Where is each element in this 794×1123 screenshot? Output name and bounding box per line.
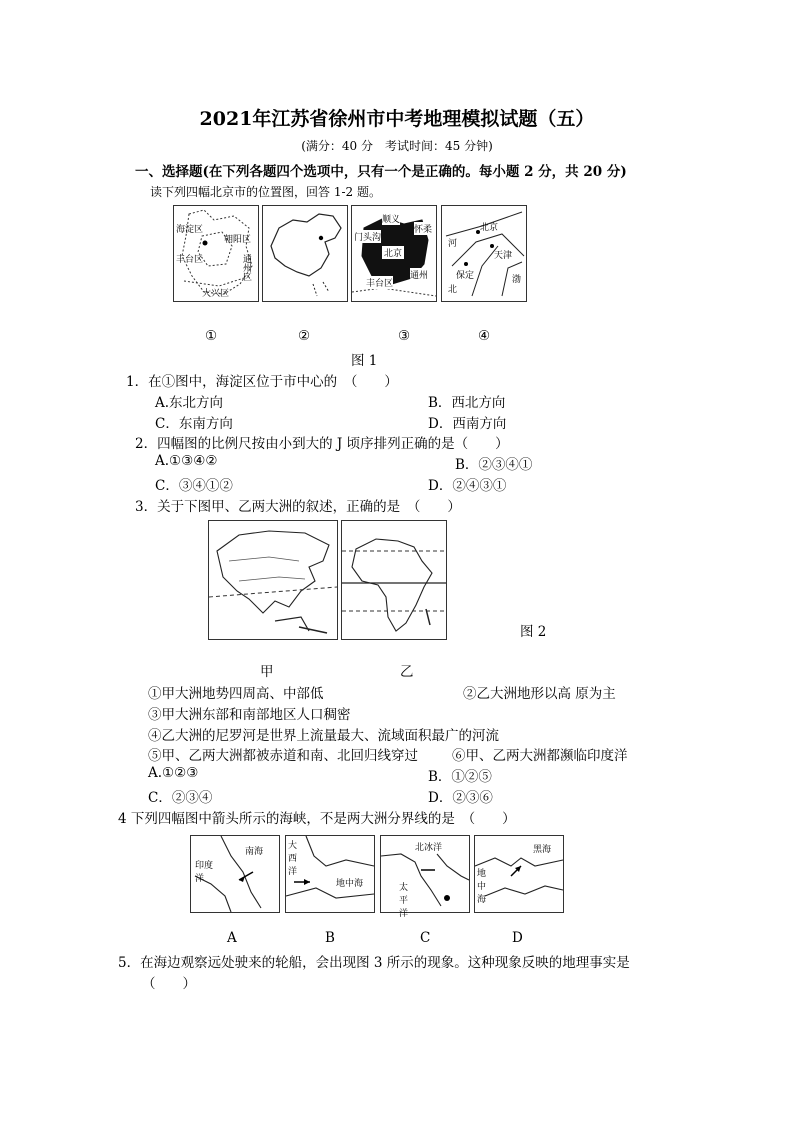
option-label[interactable]: A (227, 930, 237, 946)
option-c[interactable]: C．东南方向 (155, 416, 233, 432)
page-title: 2021年江苏省徐州市中考地理模拟试题（五） (199, 108, 595, 130)
option-c[interactable]: C．②③④ (148, 790, 213, 806)
map3-label: 通州 (410, 268, 428, 281)
beijing-district-map (173, 205, 259, 302)
africa-map-drawing (342, 521, 446, 639)
map3-label: 北京 (382, 246, 404, 259)
map3-label: 门头沟 (354, 230, 381, 243)
strait-map-b (285, 835, 375, 913)
asia-map-drawing (209, 521, 337, 639)
option-d[interactable]: D．②④③① (428, 478, 507, 494)
question-stem: 4 下列四幅图中箭头所示的海峡，不是两大洲分界线的是 （ ） (118, 811, 516, 827)
asia-map (208, 520, 338, 640)
statement: ②乙大洲地形以高 原为主 (463, 686, 616, 702)
map-b-label: 大西洋 (288, 841, 298, 877)
china-map-drawing (263, 206, 347, 301)
map-number: ④ (478, 328, 491, 344)
option-b[interactable]: B．②③④① (455, 457, 533, 473)
map-number: ② (298, 328, 311, 344)
map4-label: 天津 (494, 251, 513, 261)
statement: ③甲大洲东部和南部地区人口稠密 (148, 707, 351, 723)
map-c-label: 北冰洋 (415, 843, 443, 853)
map-label-jia: 甲 (260, 664, 274, 680)
option-a[interactable]: A.①③④② (155, 453, 218, 469)
question-stem: 1．在①图中，海淀区位于市中心的 （ ） (126, 374, 398, 390)
map1-label: 丰台区 (176, 255, 204, 265)
option-label[interactable]: C (420, 930, 431, 946)
question-stem: 3．关于下图甲、乙两大洲的叙述，正确的是 （ ） (135, 499, 461, 515)
strait-map-c (380, 835, 470, 919)
map1-label: 大兴区 (202, 289, 230, 299)
map4-label: 保定 (456, 271, 475, 281)
map3-label: 顺义 (382, 212, 400, 225)
option-b[interactable]: B．①②⑤ (428, 769, 492, 785)
map3-label: 怀柔 (414, 222, 432, 235)
map-a-label: 印度洋 (195, 861, 214, 884)
figure-caption: 图 2 (520, 624, 547, 640)
map-d-label: 黑海 (533, 845, 552, 855)
option-d[interactable]: D．②③⑥ (428, 790, 493, 806)
map-number: ③ (398, 328, 411, 344)
map-label-yi: 乙 (400, 664, 414, 680)
statement: ⑤甲、乙两大洲都被赤道和南、北回归线穿过 (148, 748, 418, 764)
north-china-map (441, 205, 527, 302)
option-c[interactable]: C．③④①② (155, 478, 233, 494)
figure-caption: 图 1 (351, 353, 378, 369)
map-c-label: 太平洋 (399, 883, 409, 919)
map-number: ① (205, 328, 218, 344)
option-a[interactable]: A.东北方向 (155, 395, 224, 411)
map-b-label: 地中海 (336, 879, 364, 889)
strait-map-d (474, 835, 564, 913)
map-a-label: 南海 (245, 847, 264, 857)
map1-label: 通州区 (241, 254, 251, 281)
option-b[interactable]: B．西北方向 (428, 395, 506, 411)
map3-label: 丰台区 (366, 276, 393, 289)
statement: ⑥甲、乙两大洲都濒临印度洋 (452, 748, 628, 764)
map1-label: 海淀区 (176, 225, 204, 235)
map4-label: 北京 (480, 223, 499, 233)
exam-info: (满分：40 分 考试时间：45 分钟) (301, 139, 493, 153)
answer-blank: （ ） (142, 976, 196, 992)
china-outline-map (262, 205, 348, 302)
statement: ④乙大洲的尼罗河是世界上流量最大、流域面积最广的河流 (148, 728, 499, 744)
option-d[interactable]: D．西南方向 (428, 416, 507, 432)
option-a[interactable]: A.①②③ (148, 765, 199, 781)
map-d-label: 地中海 (477, 869, 487, 905)
section-heading: 一、选择题(在下列各题四个选项中，只有一个是正确的。每小题 2 分，共 20 分) (135, 164, 627, 180)
map4-label: 北 (448, 285, 458, 295)
map1-label: 朝阳区 (224, 235, 252, 245)
beijing-city-map (351, 205, 437, 302)
africa-map (341, 520, 447, 640)
intro-text: 读下列四幅北京市的位置图，回答 1-2 题。 (150, 185, 381, 199)
strait-map-a (190, 835, 280, 913)
option-label[interactable]: B (325, 930, 335, 946)
question-stem: 2．四幅图的比例尺按由小到大的 J 顷序排列正确的是（ ） (135, 436, 509, 452)
map4-label: 河 (448, 239, 458, 249)
statement: ①甲大洲地势四周高、中部低 (148, 686, 324, 702)
option-label[interactable]: D (512, 930, 523, 946)
question-stem: 5．在海边观察远处驶来的轮船，会出现图 3 所示的现象。这种现象反映的地理事实是 (118, 955, 630, 971)
map4-label: 渤 (512, 275, 522, 285)
